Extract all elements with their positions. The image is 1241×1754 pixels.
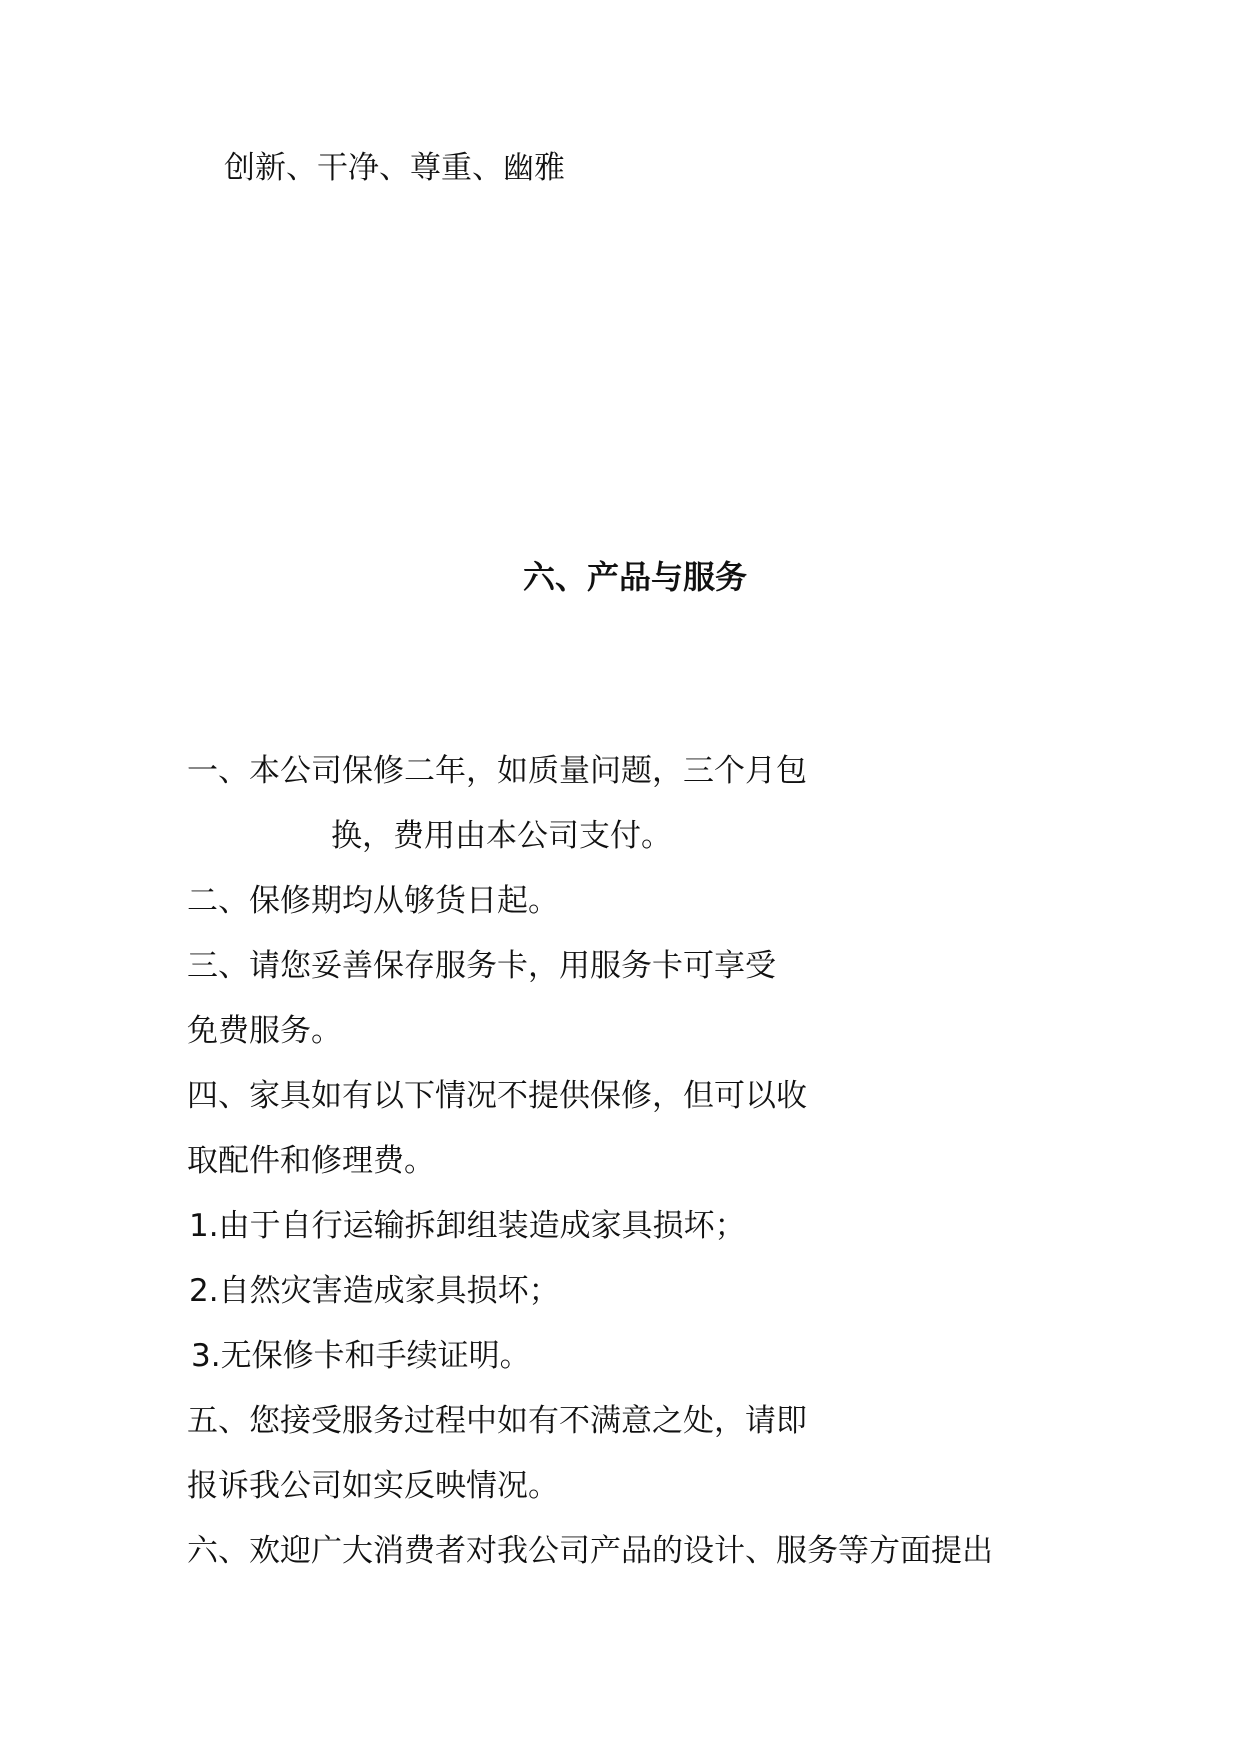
company-values-text: 创新、干净、尊重、幽雅 [224, 150, 565, 186]
service-item-3-continued: 免费服务。 [187, 1013, 342, 1049]
service-item-5: 五、您接受服务过程中如有不满意之处，请即 [187, 1403, 807, 1439]
section-heading: 六、产品与服务 [523, 558, 748, 596]
exclusion-item-1: 1.由于自行运输拆卸组装造成家具损坏； [189, 1208, 746, 1244]
service-item-2: 二、保修期均从够货日起。 [187, 883, 559, 919]
exclusion-item-3: 3.无保修卡和手续证明。 [191, 1338, 531, 1374]
service-item-3: 三、请您妥善保存服务卡，用服务卡可享受 [187, 948, 776, 984]
service-item-6: 六、欢迎广大消费者对我公司产品的设计、服务等方面提出 [187, 1533, 993, 1569]
service-item-4: 四、家具如有以下情况不提供保修，但可以收 [187, 1078, 807, 1114]
service-item-1-continued: 换，费用由本公司支付。 [331, 818, 672, 854]
service-item-1: 一、本公司保修二年，如质量问题，三个月包 [187, 753, 807, 789]
service-item-5-continued: 报诉我公司如实反映情况。 [187, 1468, 559, 1504]
exclusion-item-2: 2.自然灾害造成家具损坏； [189, 1273, 560, 1309]
service-item-4-continued: 取配件和修理费。 [187, 1143, 435, 1179]
